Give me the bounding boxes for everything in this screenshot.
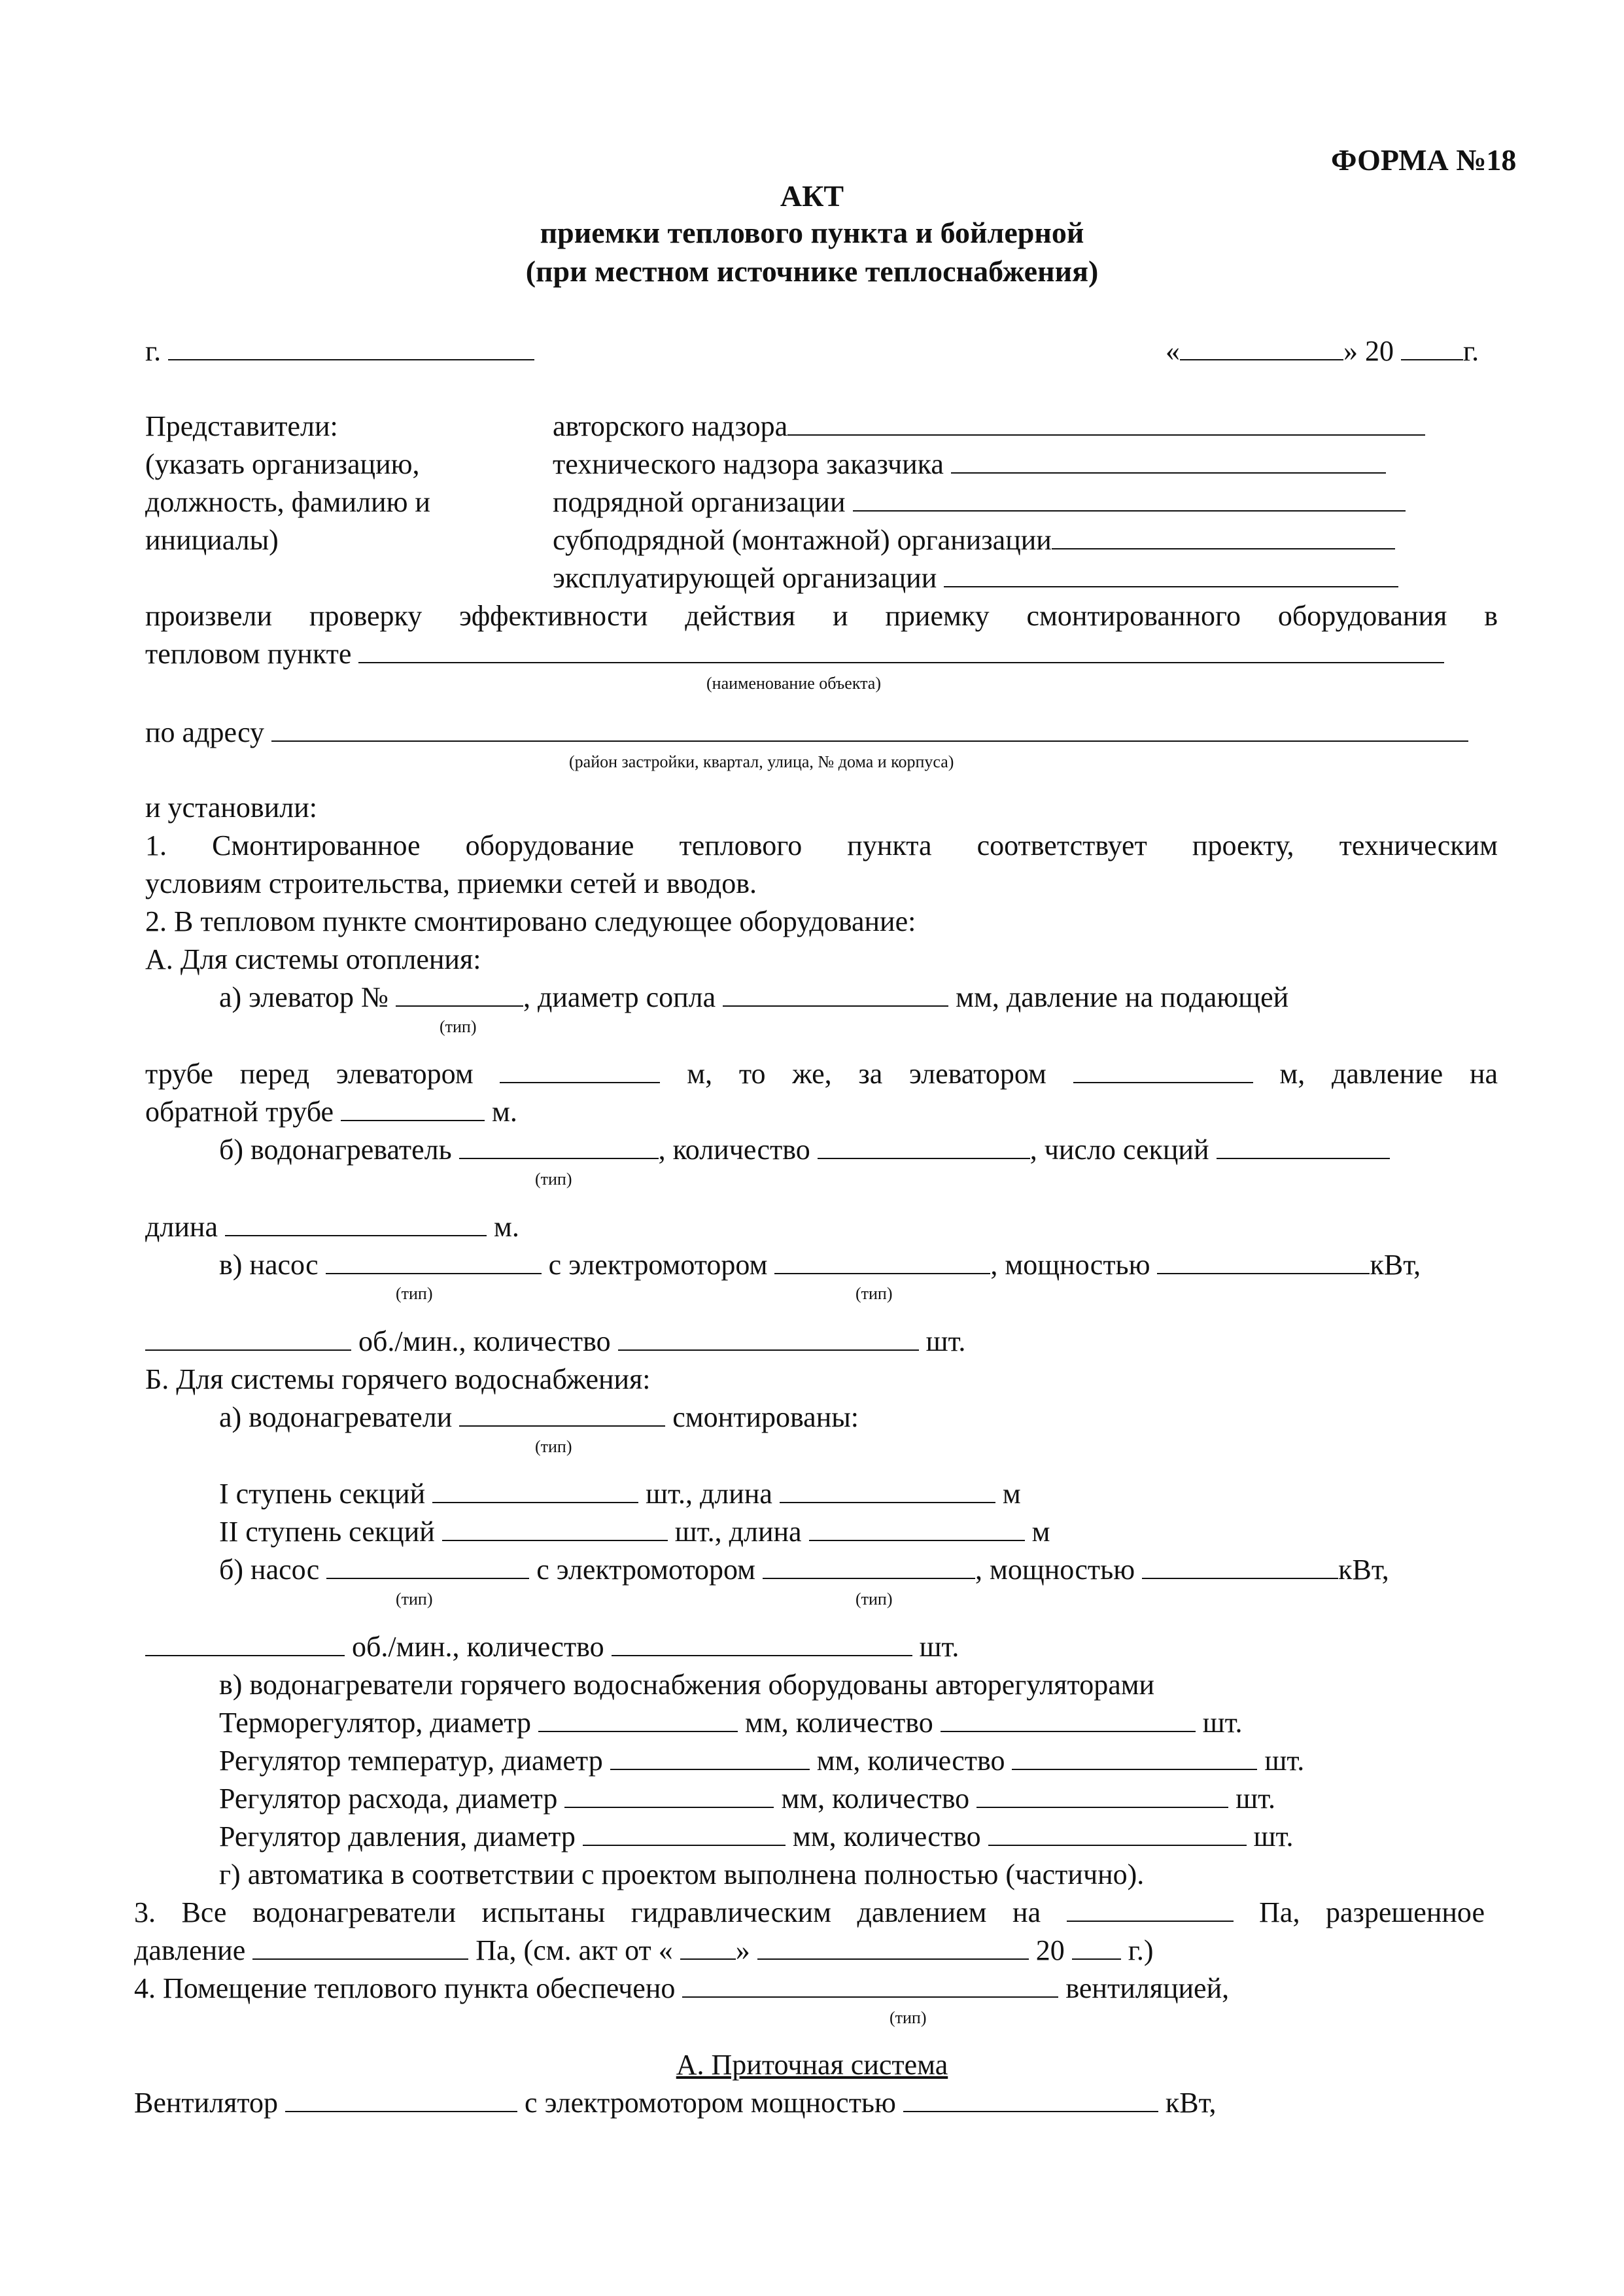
fan-power-field[interactable]	[903, 2110, 1158, 2112]
date-year-suffix: г.	[1463, 335, 1479, 367]
pump-count-field[interactable]	[618, 1348, 919, 1351]
flow-regulator-count-field[interactable]	[976, 1805, 1228, 1808]
rep-subcontractor-label: субподрядной (монтажной) организации	[553, 524, 1052, 556]
hw-motor-type-caption: (тип)	[855, 1590, 893, 1609]
ventilation-label: 4. Помещение теплового пункта обеспечено	[134, 1972, 676, 2004]
paragraph-4-line	[134, 1974, 1229, 2003]
rep-operator	[553, 564, 1398, 593]
paragraph-3-line-1	[134, 1898, 1485, 1927]
reps-label-1: Представители:	[145, 410, 338, 442]
stage-2-length-field[interactable]	[809, 1539, 1025, 1541]
stage-1-length-label: шт., длина	[646, 1478, 772, 1510]
rep-customer-supervision	[553, 450, 1386, 479]
hw-power-unit: кВт,	[1338, 1554, 1389, 1586]
hw-motor-label: с электромотором	[536, 1554, 756, 1586]
date-year-prefix: » 20	[1343, 335, 1394, 367]
pump-line-b	[219, 1556, 1389, 1584]
fan-line	[134, 2089, 1217, 2117]
sections-count-label: , число секций	[1029, 1134, 1209, 1166]
sections-count-field[interactable]	[1217, 1157, 1390, 1159]
nozzle-label: , диаметр сопла	[523, 981, 716, 1013]
heat-point-line	[145, 640, 1444, 669]
rep-subcontractor-field[interactable]	[1052, 547, 1395, 549]
address-field[interactable]	[271, 739, 1468, 742]
rep-contractor-field[interactable]	[853, 509, 1406, 512]
hw-pump-count-unit: шт.	[919, 1631, 959, 1663]
fan-label: Вентилятор	[134, 2087, 279, 2119]
length-unit: м.	[493, 1211, 519, 1243]
city-label: г.	[145, 335, 162, 367]
fan-type-field[interactable]	[285, 2110, 517, 2112]
power-field[interactable]	[1157, 1272, 1370, 1274]
stage-2-line	[219, 1518, 1050, 1546]
paragraph-3-line-2	[134, 1936, 1154, 1965]
heater-count-field[interactable]	[818, 1157, 1030, 1159]
length-line	[145, 1213, 519, 1242]
automation-line: г) автоматика в соответствии с проектом выполнена полностью (частично).	[219, 1858, 1145, 1890]
auto-regulators-line: в) водонагреватели горячего водоснабжения оборудованы авторегуляторами	[219, 1669, 1155, 1701]
flow-regulator-label: Регулятор расхода, диаметр	[219, 1783, 558, 1815]
hw-power-label: , мощностью	[975, 1554, 1135, 1586]
stage-1-length-field[interactable]	[780, 1501, 995, 1503]
rpm-label: об./мин., количество	[358, 1325, 611, 1357]
rpm-line-a	[145, 1327, 965, 1356]
rep-operator-field[interactable]	[944, 585, 1398, 587]
act-month-field[interactable]	[757, 1957, 1029, 1960]
paragraph-2: 2. В тепловом пункте смонтировано следующее оборудование:	[145, 905, 916, 937]
heater-count-label: , количество	[658, 1134, 810, 1166]
form-number: ФОРМА №18	[1331, 143, 1517, 177]
flow-regulator-line	[219, 1784, 1275, 1813]
temp-regulator-count-field[interactable]	[1012, 1767, 1257, 1770]
hw-pump-label: б) насос	[219, 1554, 320, 1586]
paragraph-1-line-2: условиям строительства, приемки сетей и вводов.	[145, 867, 757, 899]
pump-line-a	[219, 1251, 1421, 1279]
allowed-pressure-field[interactable]	[252, 1957, 468, 1960]
motor-label: с электромотором	[548, 1249, 768, 1281]
hw-rpm-field[interactable]	[145, 1654, 345, 1656]
before-elevator-label: трубе перед элеватором	[145, 1058, 474, 1090]
date-day-month-field[interactable]	[1180, 358, 1343, 360]
hw-pump-type-field[interactable]	[326, 1576, 529, 1579]
fan-motor-power-label: с электромотором мощностью	[525, 2087, 896, 2119]
temp-regulator-count-unit: шт.	[1264, 1745, 1305, 1777]
date-year-field[interactable]	[1401, 358, 1463, 360]
flow-regulator-diameter-field[interactable]	[564, 1805, 774, 1808]
reps-label-3: должность, фамилию и	[145, 486, 430, 518]
pressure-regulator-count-label: мм, количество	[792, 1820, 981, 1852]
hw-motor-type-field[interactable]	[763, 1576, 975, 1579]
paragraph-1-line-1: 1. Смонтированное оборудование теплового пункта соответствует проекту, техническим	[145, 829, 1498, 861]
return-pipe-unit: м.	[492, 1096, 517, 1128]
document-subtitle-2: (при местном источнике теплоснабжения)	[525, 254, 1099, 288]
stage-2-length-unit: м	[1031, 1516, 1050, 1548]
stage-1-label: I ступень секций	[219, 1478, 426, 1510]
ventilation-type-field[interactable]	[682, 1995, 1058, 1998]
elevator-type-field[interactable]	[396, 1004, 523, 1007]
city-line	[145, 337, 534, 366]
pump-type-field[interactable]	[326, 1272, 542, 1274]
water-heater-label: б) водонагреватель	[219, 1134, 452, 1166]
ventilation-type-caption: (тип)	[890, 2008, 927, 2027]
hydraulic-test-label: 3. Все водонагреватели испытаны гидравлическим давлением на	[134, 1896, 1041, 1928]
hw-heaters-type-field[interactable]	[459, 1424, 665, 1427]
act-year-suffix: г.)	[1128, 1934, 1154, 1966]
water-heater-type-field[interactable]	[459, 1157, 659, 1159]
address-caption: (район застройки, квартал, улица, № дома и корпуса)	[569, 752, 954, 771]
pump-type-caption: (тип)	[396, 1284, 433, 1303]
pump-label: в) насос	[219, 1249, 319, 1281]
motor-type-caption: (тип)	[855, 1284, 893, 1303]
act-year-prefix: 20	[1035, 1934, 1065, 1966]
city-field[interactable]	[168, 358, 534, 360]
after-elevator-field[interactable]	[1073, 1081, 1253, 1083]
hw-heaters-type-caption: (тип)	[535, 1437, 572, 1456]
address-line	[145, 718, 1468, 747]
thermoregulator-count-label: мм, количество	[745, 1707, 933, 1739]
pipe-pressure-line	[145, 1060, 1498, 1088]
hw-heaters-label: а) водонагреватели	[219, 1401, 453, 1433]
installed-label: смонтированы:	[672, 1401, 859, 1433]
elevator-label: а) элеватор №	[219, 981, 389, 1013]
stage-1-sections-field[interactable]	[432, 1501, 638, 1503]
after-elevator-label: м, то же, за элеватором	[687, 1058, 1046, 1090]
length-field[interactable]	[225, 1234, 487, 1236]
temp-regulator-count-label: мм, количество	[816, 1745, 1005, 1777]
act-year-field[interactable]	[1072, 1957, 1121, 1960]
rep-contractor-label: подрядной организации	[553, 486, 846, 518]
pressure-on-label: м, давление на	[1279, 1058, 1498, 1090]
pressure-label: давление	[134, 1934, 246, 1966]
address-label: по адресу	[145, 716, 265, 748]
rpm-field[interactable]	[145, 1348, 351, 1351]
rep-operator-label: эксплуатирующей организации	[553, 562, 937, 594]
pressure-regulator-count-unit: шт.	[1253, 1820, 1294, 1852]
reps-label-2: (указать организацию,	[145, 448, 420, 480]
ventilation-suffix: вентиляцией,	[1065, 1972, 1230, 2004]
act-day-field[interactable]	[680, 1957, 736, 1960]
section-a-heading: А. Для системы отопления:	[145, 943, 481, 975]
stage-1-length-unit: м	[1002, 1478, 1021, 1510]
pressure-regulator-label: Регулятор давления, диаметр	[219, 1820, 576, 1852]
date-line	[1166, 337, 1479, 366]
test-pressure-field[interactable]	[1067, 1919, 1234, 1922]
hw-pump-count-field[interactable]	[612, 1654, 912, 1656]
return-pipe-line	[145, 1098, 517, 1126]
water-heater-type-caption: (тип)	[535, 1170, 572, 1189]
thermoregulator-count-field[interactable]	[941, 1730, 1196, 1732]
elevator-line	[219, 983, 1288, 1012]
object-name-field[interactable]	[358, 661, 1444, 663]
temp-regulator-line	[219, 1747, 1304, 1775]
rep-author-label: авторского надзора	[553, 410, 788, 442]
length-label: длина	[145, 1211, 218, 1243]
document-title: АКТ	[780, 179, 844, 213]
motor-type-field[interactable]	[774, 1272, 990, 1274]
established-label: и установили:	[145, 791, 317, 824]
power-unit: кВт,	[1370, 1249, 1421, 1281]
thermoregulator-count-unit: шт.	[1202, 1707, 1243, 1739]
temp-regulator-label: Регулятор температур, диаметр	[219, 1745, 603, 1777]
thermoregulator-line	[219, 1709, 1243, 1737]
hw-rpm-label: об./мин., количество	[352, 1631, 604, 1663]
rep-contractor	[553, 488, 1406, 517]
act-reference-label: Па, (см. акт от «	[475, 1934, 673, 1966]
flow-regulator-count-unit: шт.	[1235, 1783, 1275, 1815]
rep-author-field[interactable]	[787, 433, 1425, 436]
pressure-regulator-diameter-field[interactable]	[583, 1843, 786, 1846]
rpm-line-b	[145, 1633, 959, 1661]
pressure-regulator-line	[219, 1822, 1293, 1851]
supply-pressure-label: мм, давление на подающей	[956, 981, 1289, 1013]
fan-power-unit: кВт,	[1165, 2087, 1217, 2119]
return-pipe-field[interactable]	[341, 1119, 485, 1121]
section-b-heading: Б. Для системы горячего водоснабжения:	[145, 1363, 651, 1395]
before-elevator-field[interactable]	[500, 1081, 660, 1083]
rep-subcontractor	[553, 526, 1395, 555]
rep-customer-field[interactable]	[951, 471, 1386, 474]
supply-system-heading: А. Приточная система	[676, 2049, 948, 2081]
date-open-quote: «	[1166, 335, 1180, 367]
act-close-quote: »	[735, 1934, 750, 1966]
temp-regulator-diameter-field[interactable]	[610, 1767, 810, 1770]
hw-power-field[interactable]	[1142, 1576, 1338, 1579]
pressure-regulator-count-field[interactable]	[988, 1843, 1247, 1846]
stage-2-sections-field[interactable]	[442, 1539, 668, 1541]
return-pipe-label: обратной трубе	[145, 1096, 334, 1128]
rep-author-supervision	[553, 412, 1425, 441]
rep-customer-label: технического надзора заказчика	[553, 448, 944, 480]
stage-2-length-label: шт., длина	[674, 1516, 802, 1548]
nozzle-diameter-field[interactable]	[723, 1004, 948, 1007]
heat-point-label: тепловом пункте	[145, 638, 352, 670]
document-subtitle-1: приемки теплового пункта и бойлерной	[540, 216, 1084, 249]
elevator-type-caption: (тип)	[440, 1017, 477, 1036]
water-heater-line	[219, 1136, 1390, 1164]
power-label: , мощностью	[990, 1249, 1150, 1281]
flow-regulator-count-label: мм, количество	[781, 1783, 970, 1815]
hw-pump-type-caption: (тип)	[396, 1590, 433, 1609]
performed-line: произвели проверку эффективности действия и приемку смонтированного оборудования в	[145, 600, 1498, 632]
pump-count-unit: шт.	[925, 1325, 966, 1357]
allowed-pressure-label: Па, разрешенное	[1259, 1896, 1485, 1928]
stage-2-label: II ступень секций	[219, 1516, 435, 1548]
stage-1-line	[219, 1480, 1021, 1508]
thermoregulator-diameter-field[interactable]	[538, 1730, 738, 1732]
object-caption: (наименование объекта)	[706, 674, 882, 693]
thermoregulator-label: Терморегулятор, диаметр	[219, 1707, 531, 1739]
reps-label-4: инициалы)	[145, 524, 279, 556]
hw-heaters-line	[219, 1403, 859, 1432]
